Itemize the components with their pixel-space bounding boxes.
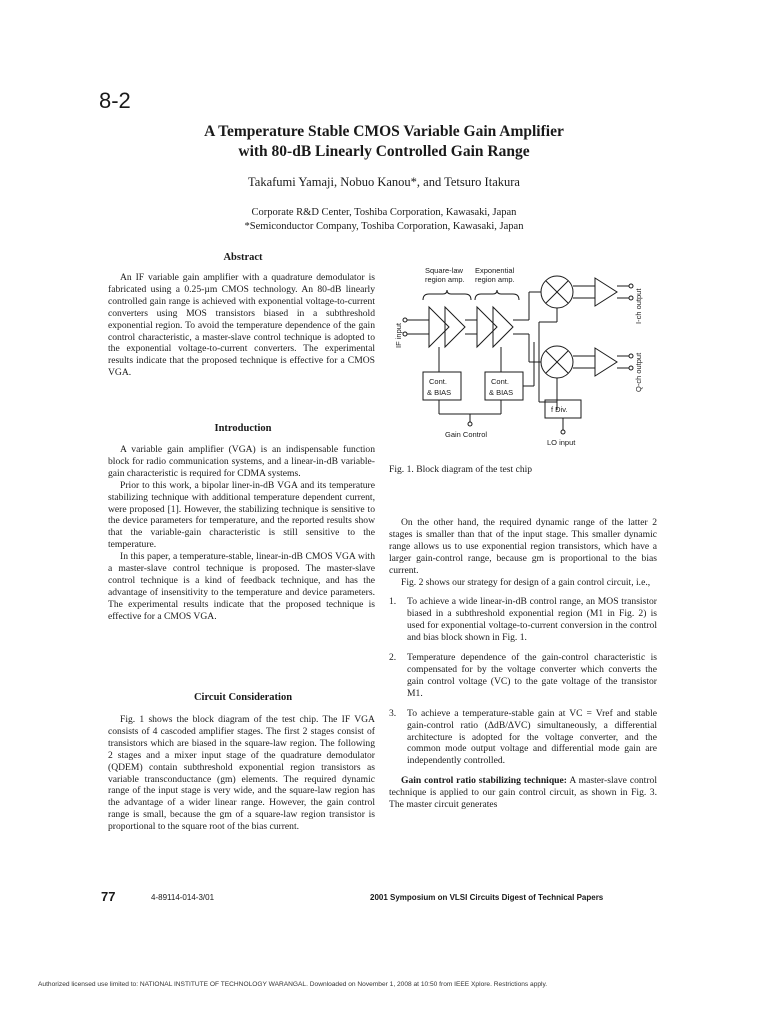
license-notice: Authorized licensed use limited to: NATIONAL INSTITUTE OF TECHNOLOGY WARANGAL. Downloaded on November 1, 2008 at 10:50 from IEEE Xplore. Restrictions apply. — [38, 981, 548, 988]
circuit-body — [108, 714, 375, 833]
list-number: 3. — [389, 707, 397, 719]
label-f-div: f Div. — [551, 405, 568, 414]
paragraph-text: A master-slave control technique is applied to our gain control circuit, as shown in Fig. 3. The master circuit generates — [389, 775, 658, 811]
label-square-law: Square-law — [425, 266, 463, 275]
label-lo-input: LO input — [547, 438, 576, 447]
list-number: 2. — [389, 652, 397, 664]
label-bias-1: & BIAS — [427, 388, 452, 397]
list-item-2 — [389, 652, 657, 700]
right-paragraph-2: Fig. 2 shows our strategy for design of a gain control circuit, i.e., — [401, 576, 651, 588]
intro-paragraph-2: Prior to this work, a bipolar liner-in-dB VGA and its temperature stabilizing technique with additional temperature dependent current, were proposed [1]. However, the stabilizing technique is sensitive to the device parameters for temperature, and the reported results show that the variable-gain characteristic is still sensitive to the temperature. — [108, 479, 375, 551]
introduction-body — [108, 444, 375, 623]
right-column-body — [389, 517, 657, 811]
introduction-heading: Introduction — [214, 423, 272, 434]
page-number: 77 — [101, 889, 116, 904]
label-exponential: Exponential — [475, 266, 515, 275]
figure-caption: Fig. 1. Block diagram of the test chip — [389, 464, 533, 475]
amp-stage-3 — [477, 307, 497, 347]
abstract-paragraph: An IF variable gain amplifier with a quadrature demodulator is fabricated using a 0.25-µm CMOS technology. An 80-dB linearly controlled gain range is achieved with exponential voltage-to-current converters using MOS transistors biased in a subthreshold exponential region. To avoid the temperature dependence of the gain control characteristic, a master-slave control technique is adopted to the exponential voltage-to-current converters. The experimental results indicate that the proposed technique is effective for a CMOS VGA. — [108, 272, 375, 379]
right-paragraph-3 — [389, 775, 657, 811]
output-amp-q — [595, 348, 617, 376]
list-text: To achieve a temperature-stable gain at VC = Vref and stable gain-control ratio (ΔdB/ΔVC) simultaneously, a differential architecture is adopted for the voltage converter, and the common mode output voltage and differential mode gain are independently controlled. — [407, 707, 657, 767]
list-text: Temperature dependence of the gain-control characteristic is compensated for by the voltage converter which converts the gain control voltage (VC) to the gate voltage of the transistor M1. — [407, 652, 657, 699]
label-q-ch-output: Q-ch output — [634, 352, 643, 392]
circuit-heading: Circuit Consideration — [193, 692, 293, 703]
section-number: 8-2 — [99, 88, 131, 113]
intro-paragraph-3: In this paper, a temperature-stable, linear-in-dB CMOS VGA with a master-slave control technique is proposed. The master-slave control technique is a kind of feedback technique, and has the advantage of insensitivity to the temperature and device parameters. The experimental results indicate that the proposed technique is effective for a CMOS VGA. — [108, 551, 375, 622]
list-item-3 — [389, 708, 657, 768]
authors: Takafumi Yamaji, Nobuo Kanou*, and Tetsuro Itakura — [248, 175, 520, 189]
right-paragraph-1: On the other hand, the required dynamic range of the latter 2 stages is smaller than that of the input stage. This smaller dynamic range allows us to use exponential region transistors, which have a larger gain-control range, because gm is proportional to the bias current. — [389, 517, 657, 576]
affiliation-1: Corporate R&D Center, Toshiba Corporation, Kawasaki, Japan — [251, 207, 517, 218]
abstract-text — [108, 272, 375, 379]
label-bias-2: & BIAS — [489, 388, 514, 397]
list-text: To achieve a wide linear-in-dB control range, an MOS transistor biased in a subthreshold exponential region (M1 in Fig. 2) is used for exponential voltage-to-current conversion in the control and bias block shown in Fig. 1. — [407, 596, 657, 644]
block-diagram-figure — [389, 262, 657, 458]
amp-stage-4 — [493, 307, 513, 347]
output-amp-i — [595, 278, 617, 306]
paper-title-line2: with 80-dB Linearly Controlled Gain Range — [238, 143, 530, 160]
amp-stage-1 — [429, 307, 449, 347]
intro-paragraph-1: A variable gain amplifier (VGA) is an indispensable function block for radio communication systems, and a linear-in-dB variable-gain characteristic is required for CDMA systems. — [108, 444, 375, 479]
amp-stage-2 — [445, 307, 465, 347]
label-square-law-2: region amp. — [425, 275, 465, 284]
label-i-ch-output: I-ch output — [634, 288, 643, 324]
circuit-paragraph-1: Fig. 1 shows the block diagram of the test chip. The IF VGA consists of 4 cascoded amplifier stages. The first 2 stages consist of transistors which are biased in the square-law region. The following 2 stages and a mixer input stage of the quadrature demodulator (QDEM) contain subthreshold exponential region transistors as variable transconductance (gm) elements. The required dynamic range of the input stage is very wide, and the square-law region has the advantage of a wider linear range. However, the gain control range is small, because the gm of a square-law region transistor is proportional to the square root of the bias current. — [108, 714, 375, 833]
symposium-name: 2001 Symposium on VLSI Circuits Digest of Technical Papers — [370, 893, 604, 902]
affiliation-2: *Semiconductor Company, Toshiba Corporation, Kawasaki, Japan — [244, 221, 524, 232]
isbn: 4-89114-014-3/01 — [151, 893, 215, 902]
paper-title-line1: A Temperature Stable CMOS Variable Gain Amplifier — [204, 123, 564, 140]
list-number: 1. — [389, 596, 397, 608]
label-cont-2: Cont. — [491, 377, 509, 386]
abstract-heading: Abstract — [223, 252, 263, 263]
label-gain-control: Gain Control — [445, 430, 488, 439]
list-item-1 — [389, 596, 657, 644]
label-cont-1: Cont. — [429, 377, 447, 386]
label-exponential-2: region amp. — [475, 275, 515, 284]
label-if-input: IF input — [394, 322, 403, 348]
paragraph-run-in-heading: Gain control ratio stabilizing technique: — [401, 775, 567, 787]
